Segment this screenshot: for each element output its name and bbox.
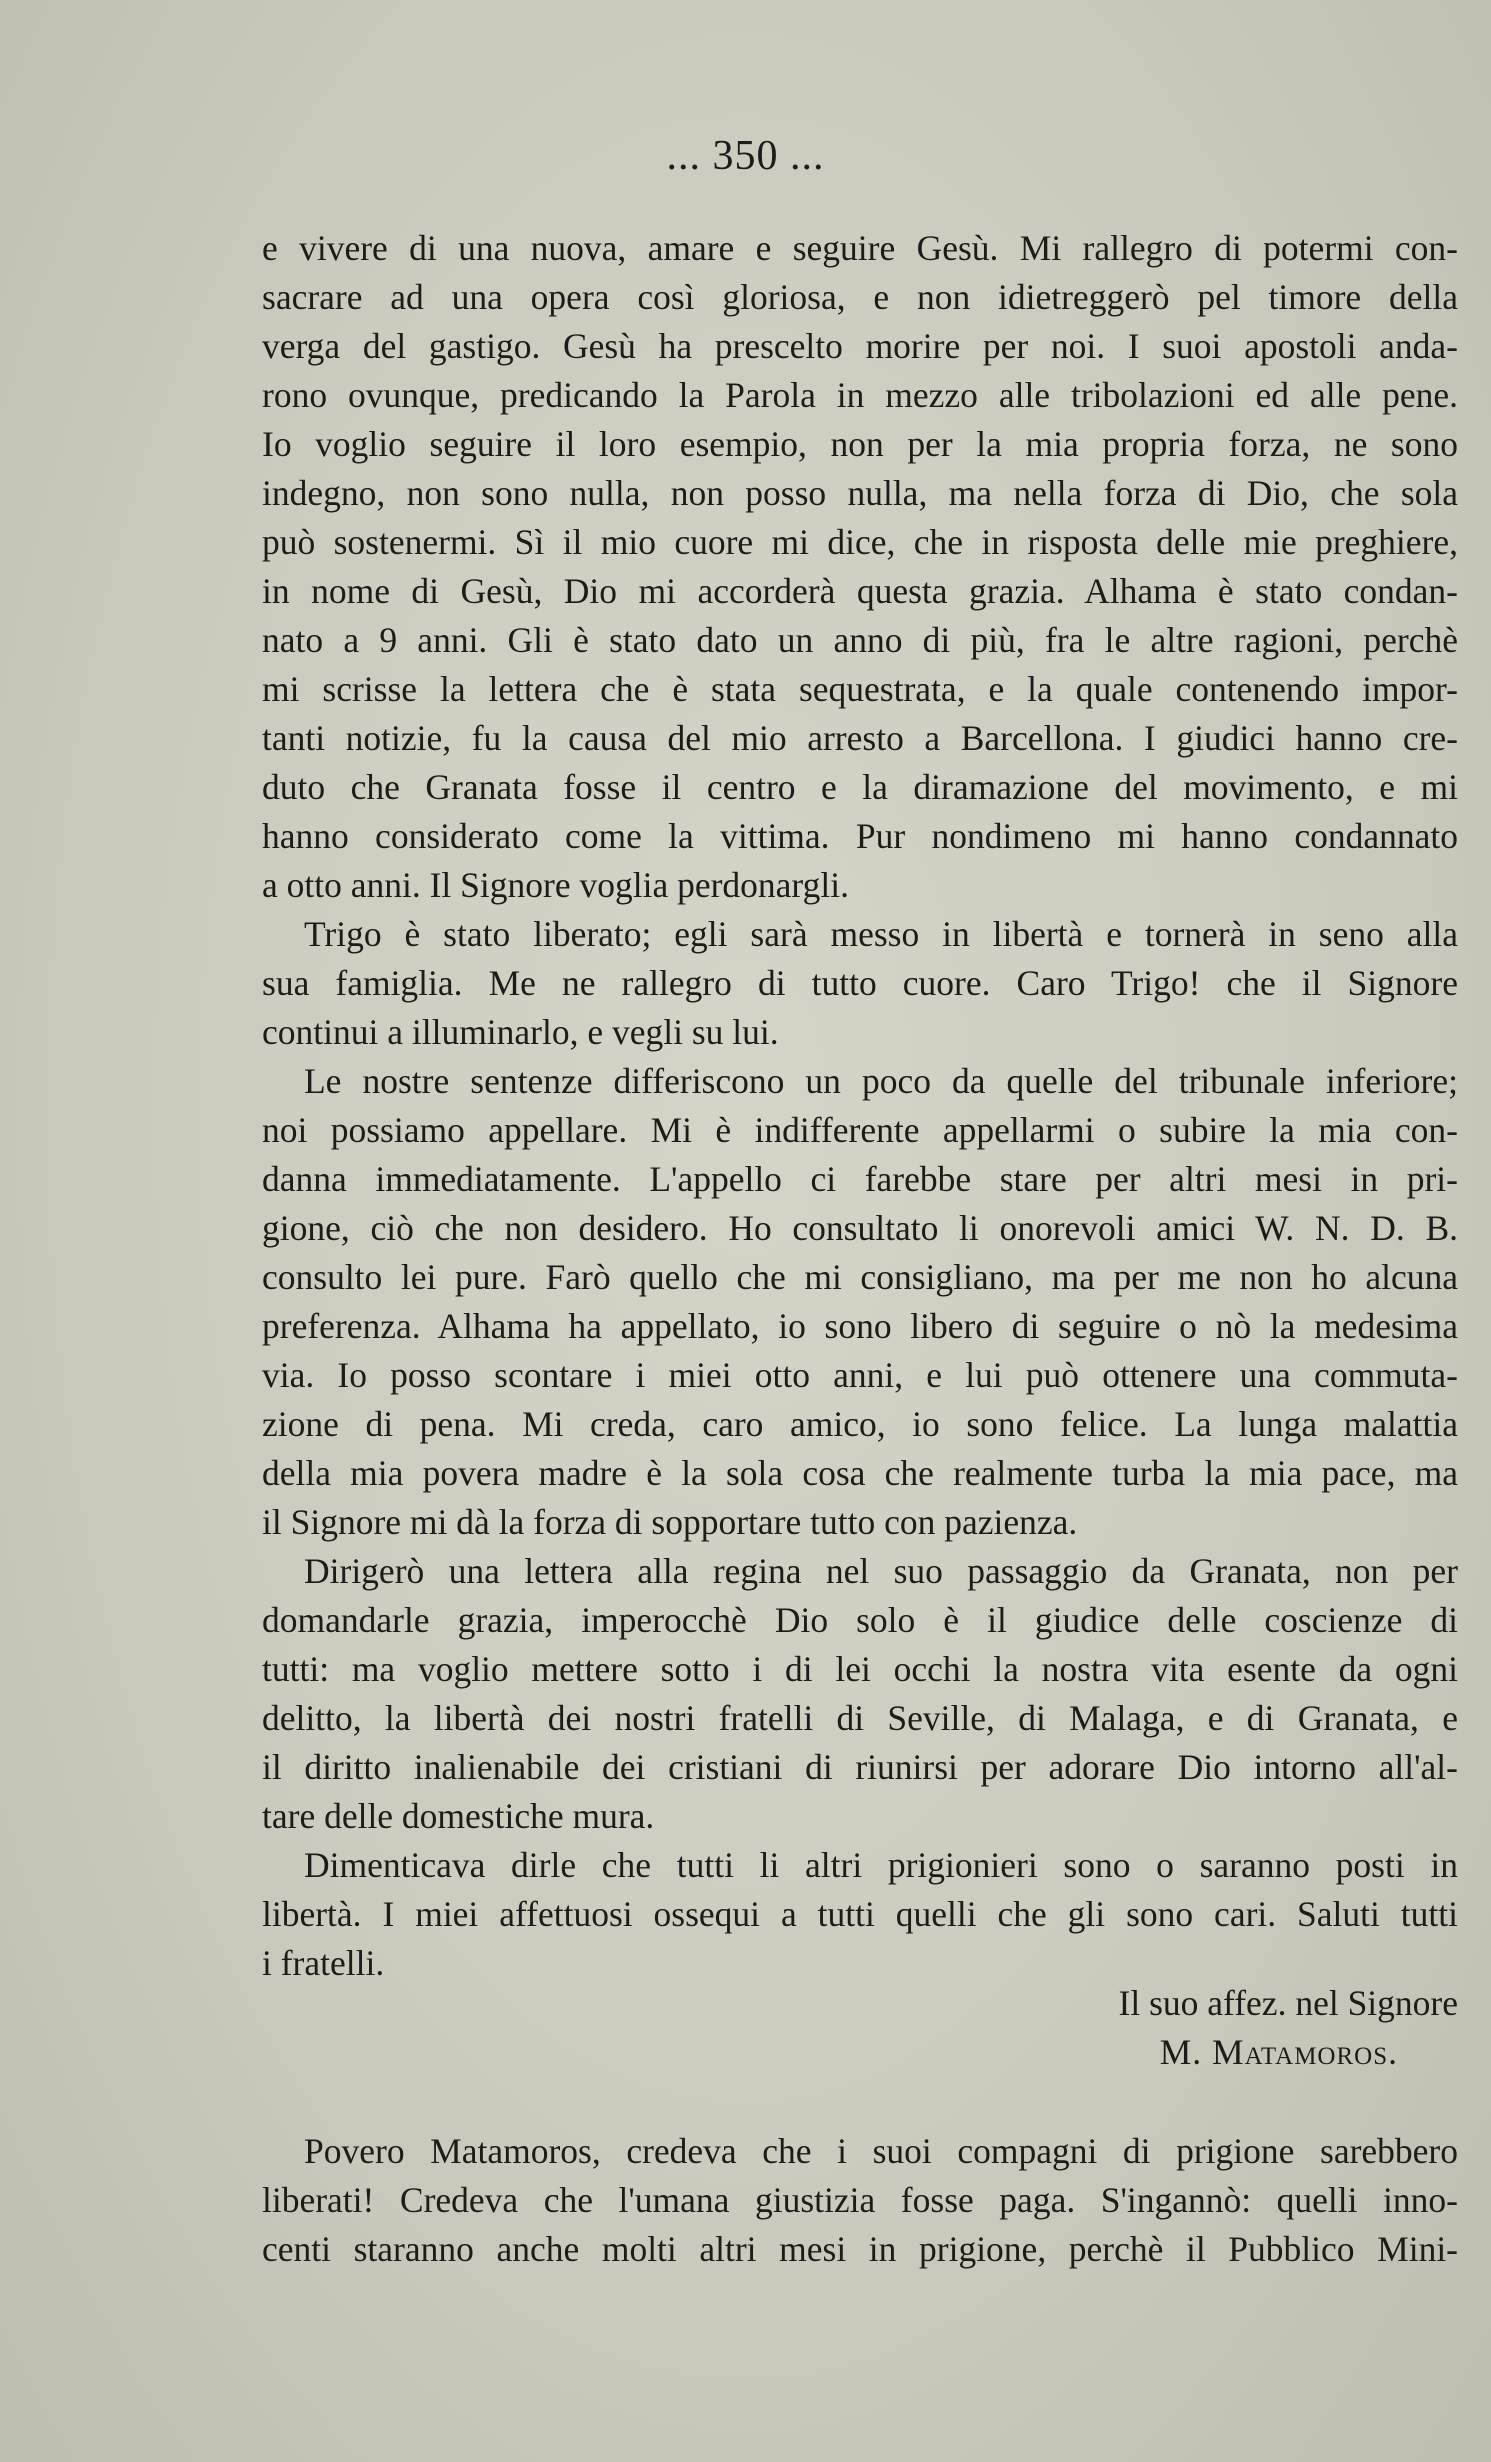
text-line: sacrare ad una opera così gloriosa, e non idietreggerò pel timore della [262,277,1458,317]
text-line: tare delle domestiche mura. [262,1796,655,1836]
page-number: ... 350 ... [666,133,825,179]
text-line: nato a 9 anni. Gli è stato dato un anno di più, fra le altre ragioni, perchè [262,620,1458,660]
text-line: Dimenticava dirle che tutti li altri prigionieri sono o saranno posti in [304,1845,1458,1885]
text-line: delitto, la libertà dei nostri fratelli di Seville, di Malaga, e di Granata, e [262,1698,1458,1738]
text-line: indegno, non sono nulla, non posso nulla, ma nella forza di Dio, che sola [262,473,1458,513]
text-line: Io voglio seguire il loro esempio, non per la mia propria forza, ne sono [262,424,1458,464]
narrative-paragraph [262,2127,1458,2274]
text-line: sua famiglia. Me ne rallegro di tutto cuore. Caro Trigo! che il Signore [262,963,1458,1003]
text-line: il diritto inalienabile dei cristiani di riunirsi per adorare Dio intorno all'al- [262,1747,1458,1787]
letter-body [262,224,1458,1988]
text-line: libertà. I miei affettuosi ossequi a tutti quelli che gli sono cari. Saluti tutti [262,1894,1458,1934]
signature-closing: Il suo affez. nel Signore [1118,1983,1458,2023]
text-line: tanti notizie, fu la causa del mio arresto a Barcellona. I giudici hanno cre- [262,718,1458,758]
text-line: e vivere di una nuova, amare e seguire Gesù. Mi rallegro di potermi con- [262,228,1458,268]
text-line: Le nostre sentenze differiscono un poco da quelle del tribunale inferiore; [304,1061,1458,1101]
text-line: centi staranno anche molti altri mesi in prigione, perchè il Pubblico Mini- [262,2229,1458,2269]
text-line: a otto anni. Il Signore voglia perdonargli. [262,865,849,905]
text-line: continui a illuminarlo, e vegli su lui. [262,1012,779,1052]
text-line: via. Io posso scontare i miei otto anni, e lui può ottenere una commuta- [262,1355,1458,1395]
text-line: preferenza. Alhama ha appellato, io sono libero di seguire o nò la medesima [262,1306,1458,1346]
text-line: noi possiamo appellare. Mi è indifferente appellarmi o subire la mia con- [262,1110,1458,1150]
text-line: i fratelli. [262,1943,385,1983]
text-line: domandarle grazia, imperocchè Dio solo è il giudice delle coscienze di [262,1600,1458,1640]
text-line: Dirigerò una lettera alla regina nel suo passaggio da Granata, non per [304,1551,1458,1591]
text-line: Povero Matamoros, credeva che i suoi compagni di prigione sarebbero [304,2131,1458,2171]
signature-name: M. Matamoros. [1159,2032,1398,2072]
text-line: zione di pena. Mi creda, caro amico, io sono felice. La lunga malattia [262,1404,1458,1444]
text-line: in nome di Gesù, Dio mi accorderà questa grazia. Alhama è stato condan- [262,571,1458,611]
text-line: rono ovunque, predicando la Parola in mezzo alle tribolazioni ed alle pene. [262,375,1458,415]
text-line: hanno considerato come la vittima. Pur nondimeno mi hanno condannato [262,816,1458,856]
text-line: verga del gastigo. Gesù ha prescelto morire per noi. I suoi apostoli anda- [262,326,1458,366]
text-line: Trigo è stato liberato; egli sarà messo in libertà e tornerà in seno alla [304,914,1458,954]
text-line: gione, ciò che non desidero. Ho consultato li onorevoli amici W. N. D. B. [262,1208,1458,1248]
text-line: mi scrisse la lettera che è stata sequestrata, e la quale contenendo impor- [262,669,1458,709]
text-line: danna immediatamente. L'appello ci farebbe stare per altri mesi in pri- [262,1159,1458,1199]
text-line: liberati! Credeva che l'umana giustizia fosse paga. S'ingannò: quelli inno- [262,2180,1458,2220]
text-line: tutti: ma voglio mettere sotto i di lei occhi la nostra vita esente da ogni [262,1649,1458,1689]
text-line: duto che Granata fosse il centro e la diramazione del movimento, e mi [262,767,1458,807]
text-line: può sostenermi. Sì il mio cuore mi dice, che in risposta delle mie preghiere, [262,522,1458,562]
text-line: consulto lei pure. Farò quello che mi consigliano, ma per me non ho alcuna [262,1257,1458,1297]
text-line: il Signore mi dà la forza di sopportare tutto con pazienza. [262,1502,1078,1542]
text-line: della mia povera madre è la sola cosa che realmente turba la mia pace, ma [262,1453,1458,1493]
